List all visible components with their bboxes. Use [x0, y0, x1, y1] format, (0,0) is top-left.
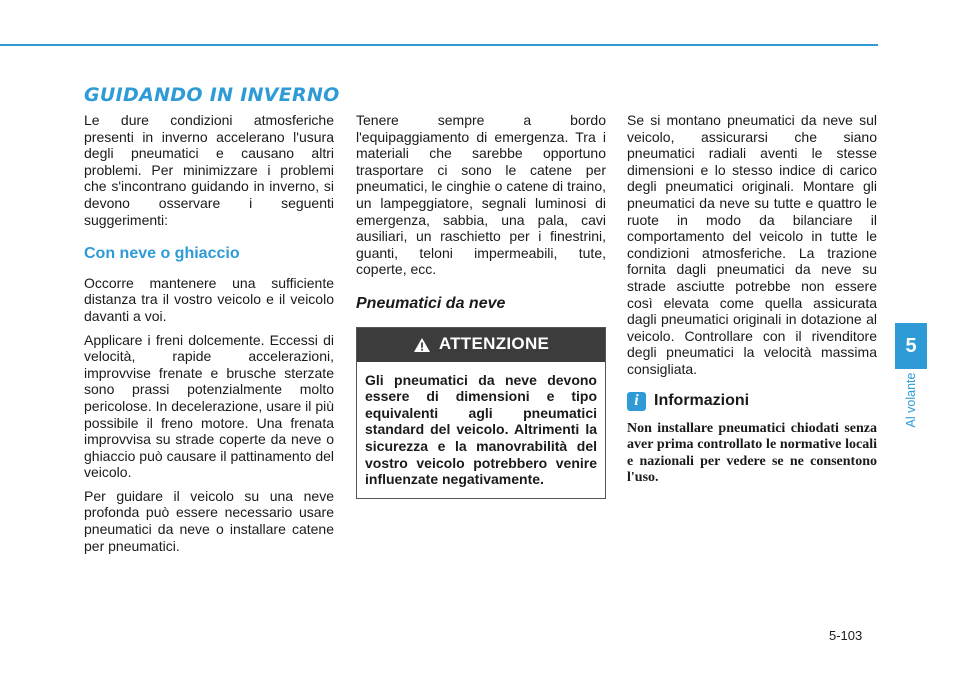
chapter-tab: 5	[895, 323, 927, 369]
emergency-equipment-paragraph: Tenere sempre a bordo l'equipaggiamento di emergenza. Tra i materiali che sarebbe opportuno trasportare ci sono le catene per pneumatici, le cinghie o catene di traino, un lampeggiatore, segnali luminosi di emergenza, sabbia, una pala, cavi ausiliari, un raschietto per i finestrini, guanti, teloni impermeabili, tute, coperte, ecc.	[356, 112, 606, 278]
page-number: 5-103	[829, 628, 863, 643]
info-title: Informazioni	[654, 391, 750, 409]
info-icon: i	[627, 392, 646, 411]
chapter-label: Al volante	[904, 372, 918, 428]
snow-tire-mounting-paragraph: Se si montano pneumatici da neve sul veicolo, assicurarsi che siano pneumatici radiali aventi le stesse dimensioni e lo stesso indice di carico degli pneumatici originali. Montare gli pneumatici da neve su tutte e quattro le ruote in modo da bilanciare il comportamento del veicolo in tutte le condizioni atmosferiche. La trazione fornita dagli pneumatici da neve su strade asciutte potrebbe non essere così elevata come quella assicurata dagli pneumatici originali in dotazione al veicolo. Controllare con il rivenditore degli pneumatici la velocità massima consigliata.	[627, 112, 877, 377]
column-2	[356, 112, 606, 499]
warning-body: Gli pneumatici da neve devono essere di dimensioni e tipo equivalenti agli pneumatici standard del veicolo. Altrimenti la sicurezza e la manovrabilità del vostro veicolo potrebbero venire influenzate negativamente.	[365, 371, 597, 488]
warning-title: ATTENZIONE	[438, 334, 550, 354]
deep-snow-paragraph: Per guidare il veicolo su una neve profonda può essere necessario usare pneumatici da neve o installare catene per pneumatici.	[84, 487, 334, 554]
top-rule	[0, 44, 878, 46]
braking-paragraph: Applicare i freni dolcemente. Eccessi di velocità, rapide accelerazioni, improvvise frenate e brusche sterzate sono prassi potenzialmente molto pericolose. In decelerazione, usare il più possibile il freno motore. Una frenata improvvisa su strade coperte da neve o ghiaccio può causare il pattinamento del veicolo.	[84, 331, 334, 481]
snow-ice-heading: Con neve o ghiaccio	[84, 245, 240, 263]
warning-icon	[413, 337, 431, 353]
snow-tires-heading: Pneumatici da neve	[356, 294, 506, 312]
column-1	[84, 112, 334, 561]
warning-box	[356, 327, 606, 499]
warning-header	[357, 328, 605, 362]
column-3	[627, 112, 877, 494]
intro-paragraph: Le dure condizioni atmosferiche presenti in inverno accelerano l'usura degli pneumatici e causano altri problemi. Per minimizzare i problemi che s'incontrano guidando in inverno, si devono osservare i seguenti suggerimenti:	[84, 112, 334, 228]
info-heading	[627, 392, 877, 411]
section-title: GUIDANDO IN INVERNO	[84, 84, 340, 106]
info-body: Non installare pneumatici chiodati senza aver prima controllato le normative locali e nazionali per vedere se ne consentono l'uso.	[627, 420, 877, 486]
distance-paragraph: Occorre mantenere una sufficiente distanza tra il vostro veicolo e il veicolo davanti a voi.	[84, 274, 334, 324]
